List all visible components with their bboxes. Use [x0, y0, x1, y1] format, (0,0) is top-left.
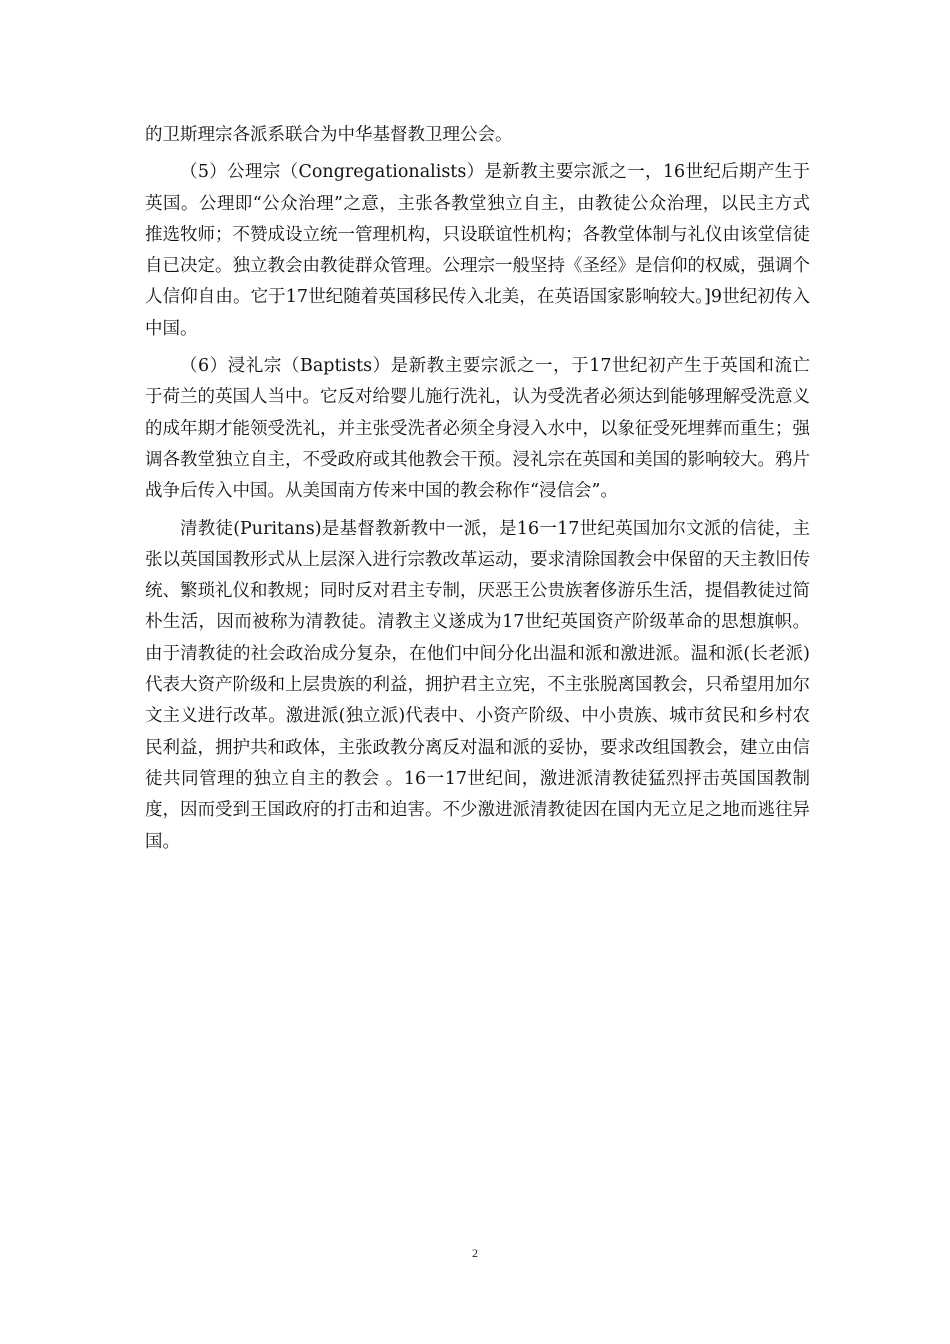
document-body [145, 120, 810, 858]
page-number: 2 [472, 1246, 478, 1260]
paragraph-congregationalists: （5）公理宗（Congregationalists）是新教主要宗派之一，16世纪后期产生于英国。公理即“公众治理”之意，主张各教堂独立自主，由教徒公众治理，以民主方式推选牧师；不赞成设立统一管理机构，只设联谊性机构；各教堂体制与礼仪由该堂信徒自已决定。独立教会由教徒群众管理。公理宗一般坚持《圣经》是信仰的权威，强调个人信仰自由。它于17世纪随着英国移民传入北美，在英语国家影响较大。]9世纪初传入中国。 [145, 162, 810, 339]
paragraph-continuation: 的卫斯理宗各派系联合为中华基督教卫理公会。 [145, 125, 513, 145]
paragraph-puritans: 清教徒(Puritans)是基督教新教中一派，是16一17世纪英国加尔文派的信徒，主张以英国国教形式从上层深入进行宗教改革运动，要求清除国教会中保留的天主教旧传统、繁琐礼仪和教规；同时反对君主专制，厌恶王公贵族奢侈游乐生活，提倡教徒过简朴生活，因而被称为清教徒。清教主义遂成为17世纪英国资产阶级革命的思想旗帜。由于清教徒的社会政治成分复杂，在他们中间分化出温和派和激进派。温和派(长老派)代表大资产阶级和上层贵族的利益，拥护君主立宪，不主张脱离国教会，只希望用加尔文主义进行改革。激进派(独立派)代表中、小资产阶级、中小贵族、城市贫民和乡村农民利益，拥护共和政体，主张政教分离反对温和派的妥协，要求改组国教会，建立由信徒共同管理的独立自主的教会 。16一17世纪间，激进派清教徒猛烈抨击英国国教制度，因而受到王国政府的打击和迫害。不少激进派清教徒因在国内无立足之地而逃往异国。 [145, 518, 810, 852]
paragraph-baptists: （6）浸礼宗（Baptists）是新教主要宗派之一，于17世纪初产生于英国和流亡于荷兰的英国人当中。它反对给婴儿施行洗礼，认为受洗者必须达到能够理解受洗意义的成年期才能领受洗礼，并主张受洗者必须全身浸入水中，以象征受死埋葬而重生；强调各教堂独立自主，不受政府或其他教会干预。浸礼宗在英国和美国的影响较大。鸦片战争后传入中国。从美国南方传来中国的教会称作“浸信会”。 [145, 356, 810, 502]
